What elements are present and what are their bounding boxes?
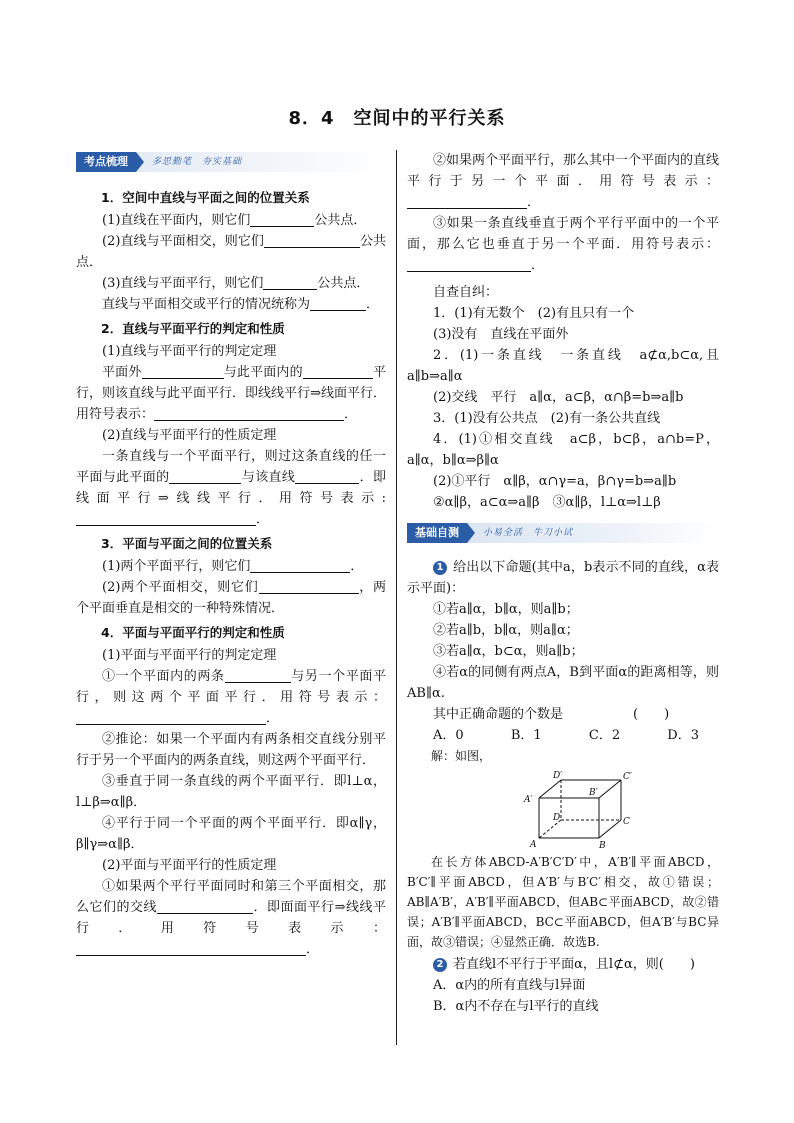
label-a: A [530, 840, 537, 850]
fill-blank[interactable] [142, 364, 224, 379]
column-divider [396, 150, 397, 1045]
question-2-option-b[interactable]: B．α内不存在与l平行的直线 [433, 999, 599, 1014]
fill-blank[interactable] [250, 212, 314, 227]
section-heading-2: 2．直线与平面平行的判定和性质 [101, 321, 285, 336]
solution-head: 解：如图， [431, 749, 492, 763]
answer-4b: (2)①平行 α∥β，α∩γ=a，β∩γ=b⇒a∥b [433, 474, 677, 489]
para-4-2: ②推论：如果一个平面内有两条相交直线分别平行于另一个平面内的两条直线，则这两个平面平行． [76, 732, 386, 768]
fill-blank[interactable] [407, 257, 531, 272]
banner-tag: 考点梳理 [76, 152, 136, 172]
cuboid-figure [519, 770, 631, 850]
answer-4c: ②α∥β，a⊂α⇒a∥β ③α∥β，l⊥α⇒l⊥β [433, 495, 661, 510]
label-a1: A′ [524, 795, 533, 805]
banner-subtitle: 小易全活 牛刀小试 [483, 527, 574, 538]
question-1-ask: 其中正确命题的个数是 ( ) [433, 707, 670, 722]
question-1-item-3: ③若a∥α，b⊂α，则a∥b； [433, 644, 584, 659]
answer-4: 4．(1)①相交直线 a⊂β，b⊂β，a∩b=P，a∥α，b∥α⇒β∥α [407, 432, 719, 468]
fill-blank[interactable] [157, 899, 253, 914]
question-1-item-2: ②若a∥b，b∥α，则a∥α； [433, 623, 579, 638]
label-b1: B′ [589, 788, 598, 798]
section-banner-jichu [407, 523, 719, 543]
left-column [76, 150, 386, 960]
para-1-4: 直线与平面相交或平行的情况统称为 ． [102, 297, 380, 312]
section-heading-3: 3．平面与平面之间的位置关系 [101, 536, 273, 551]
section-heading-1: 1．空间中直线与平面之间的位置关系 [101, 190, 310, 205]
fill-blank[interactable] [76, 710, 266, 725]
fill-blank[interactable] [225, 668, 291, 683]
fill-blank[interactable] [76, 511, 256, 526]
banner-tag: 基础自测 [407, 523, 467, 543]
fill-blank[interactable] [76, 941, 306, 956]
label-c1: C′ [623, 772, 632, 782]
question-1-options [407, 725, 719, 746]
theorem-title-4-1: (1)平面与平面平行的判定定理 [102, 648, 277, 663]
fill-blank[interactable] [264, 233, 360, 248]
para-2-2: 一条直线与一个平面平行，则过这条直线的任一平面与此平面的 与该直线 ．即线面平行⇒线线平行．用符号表示:． [76, 449, 386, 527]
answer-1: 1．(1)有无数个 (2)有且只有一个 [433, 306, 635, 321]
para-1-2: (2)直线与平面相交，则它们 公共点． [76, 234, 386, 270]
option-b[interactable]: B．1 [510, 728, 542, 743]
fill-blank[interactable] [259, 579, 359, 594]
para-r-2: ③如果一条直线垂直于两个平行平面中的一个平面，那么它也垂直于另一个平面．用符号表示：． [407, 216, 719, 273]
fill-blank[interactable] [407, 194, 527, 209]
answer-paren[interactable]: ( ) [633, 707, 670, 722]
option-d[interactable]: D．3 [667, 728, 699, 743]
option-c[interactable]: C．2 [588, 728, 621, 743]
question-number-badge: 2 [433, 958, 447, 972]
question-1-item-4: ④若α的同侧有两点A，B到平面α的距离相等，则AB∥α. [407, 665, 719, 701]
para-4-5: ①如果两个平行平面同时和第三个平面相交，那么它们的交线 ．即面面平行⇒线线平行．用符号表示：． [76, 879, 386, 957]
check-heading: 自查自纠： [433, 285, 499, 300]
label-c: C [623, 817, 630, 827]
label-d: D [553, 813, 561, 823]
answer-3: 3．(1)没有公共点 (2)有一条公共直线 [433, 411, 661, 426]
para-2-1: 平面外 与此平面内的 平行，则该直线与此平面平行．即线线平行⇒线面平行．用符号表示： ． [76, 365, 386, 422]
para-4-1: ①一个平面内的两条 与另一个平面平行，则这两个平面平行．用符号表示：． [76, 669, 386, 726]
fill-blank[interactable] [295, 469, 359, 484]
para-3-1: (1)两个平面平行，则它们 ． [102, 559, 364, 574]
fill-blank[interactable] [303, 364, 373, 379]
question-number-badge: 1 [433, 561, 447, 575]
page-title: 8．4 空间中的平行关系 [288, 108, 506, 129]
theorem-title-2-1: (1)直线与平面平行的判定定理 [102, 344, 277, 359]
para-4-3: ③垂直于同一条直线的两个平面平行．即l⊥α，l⊥β⇒α∥β． [76, 774, 386, 810]
section-banner-kaodian [76, 152, 386, 172]
theorem-title-2-2: (2)直线与平面平行的性质定理 [102, 428, 277, 443]
question-1-stem: 1 给出以下命题(其中a，b表示不同的直线，α表示平面)： [407, 560, 719, 596]
right-column [407, 150, 719, 1017]
banner-subtitle: 多思勤笔 夯实基础 [152, 156, 243, 167]
para-3-2: (2)两个平面相交，则它们 ，两个平面垂直是相交的一种特殊情况． [76, 580, 386, 616]
answer-2: 2．(1)一条直线 一条直线 a⊄α,b⊂α,且a∥b⇒a∥α [407, 348, 719, 384]
fill-blank[interactable] [263, 275, 317, 290]
question-1-item-1: ①若a∥α，b∥α，则a∥b； [433, 602, 579, 617]
fill-blank[interactable] [310, 296, 366, 311]
option-a[interactable]: A．0 [433, 728, 464, 743]
para-1-3: (3)直线与平面平行，则它们 公共点． [102, 276, 370, 291]
fill-blank[interactable] [154, 406, 344, 421]
para-4-4: ④平行于同一个平面的两个平面平行．即α∥γ，β∥γ⇒α∥β． [76, 816, 386, 852]
fill-blank[interactable] [169, 469, 241, 484]
para-1-1: (1)直线在平面内，则它们 公共点． [102, 213, 367, 228]
label-d1: D′ [553, 771, 563, 781]
fill-blank[interactable] [250, 558, 350, 573]
label-b: B [599, 841, 606, 851]
question-2-option-a[interactable]: A．α内的所有直线与l异面 [433, 978, 586, 993]
answer-1b: (3)没有 直线在平面外 [433, 327, 569, 342]
solution-body: 在长方体ABCD-A′B′C′D′中，A′B′∥平面ABCD，B′C′∥平面ABCD，但A′B′与B′C′相交，故①错误；AB∥A′B′，A′B′∥平面ABCD，但AB⊂平面ABCD，故②错误；A′B′∥平面ABCD，BC⊂平面ABCD，但A′B′与BC异面，故③错误；④显然正确．故选B. [407, 855, 719, 949]
section-heading-4: 4．平面与平面平行的判定和性质 [101, 625, 285, 640]
answer-2b: (2)交线 平行 a∥α，a⊂β，α∩β=b⇒a∥b [433, 390, 684, 405]
theorem-title-4-2: (2)平面与平面平行的性质定理 [102, 858, 277, 873]
question-2-stem: 2 若直线l不平行于平面α，且l⊄α，则( ) [407, 954, 719, 975]
para-r-1: ②如果两个平面平行，那么其中一个平面内的直线平行于另一个平面．用符号表示：． [407, 153, 720, 210]
